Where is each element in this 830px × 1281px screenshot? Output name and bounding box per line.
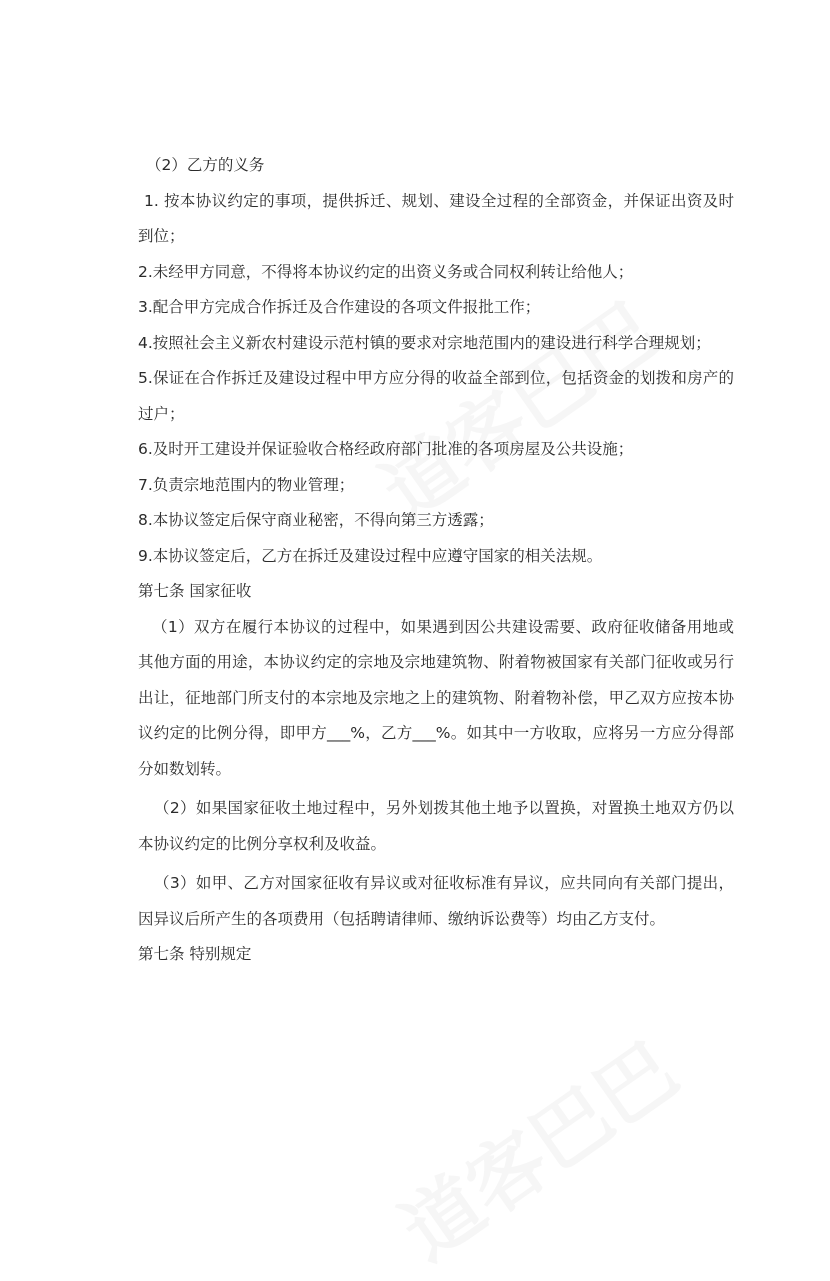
obligation-item: 5.保证在合作拆迁及建设过程中甲方应分得的收益全部到位，包括资金的划拨和房产的过户； (138, 369, 734, 423)
obligation-item: 4.按照社会主义新农村建设示范村镇的要求对宗地范围内的建设进行科学合理规划； (138, 333, 711, 352)
expropriation-clause: （3）如甲、乙方对国家征收有异议或对征收标准有异议，应共同向有关部门提出，因异议后所产生的各项费用（包括聘请律师、缴纳诉讼费等）均由乙方支付。 (138, 874, 734, 928)
obligation-item: 7.负责宗地范围内的物业管理； (138, 475, 355, 494)
article-heading-expropriation: 第七条 国家征收 (138, 582, 252, 600)
obligation-item: 8.本协议签定后保守商业秘密，不得向第三方透露； (138, 511, 494, 529)
obligation-item: 6.及时开工建设并保证验收合格经政府部门批准的各项房屋及公共设施； (138, 440, 634, 458)
expropriation-clause: （2）如果国家征收土地过程中，另外划拨其他土地予以置换，对置换土地双方仍以本协议约定的比例分享权利及收益。 (138, 799, 734, 853)
obligation-item: 2.未经甲方同意，不得将本协议约定的出资义务或合同权利转让给他人； (138, 262, 634, 281)
document-body (138, 148, 734, 973)
expropriation-clause: （1）双方在履行本协议的过程中，如果遇到因公共建设需要、政府征收储备用地或其他方面的用途，本协议约定的宗地及宗地建筑物、附着物被国家有关部门征收或另行出让，征地部门所支付的本宗地及宗地之上的建筑物、附着物补偿，甲乙双方应按本协议约定的比例分得，即甲方___%，乙方___%。如其中一方收取，应将另一方应分得部分如数划转。 (138, 617, 734, 778)
obligation-item: 3.配合甲方完成合作拆迁及合作建设的各项文件报批工作； (138, 298, 541, 316)
article-heading-special: 第七条 特别规定 (138, 945, 252, 963)
section-heading-obligations: （2）乙方的义务 (146, 156, 265, 174)
obligation-item: 9.本协议签定后，乙方在拆迁及建设过程中应遵守国家的相关法规。 (138, 546, 603, 565)
watermark (376, 1011, 696, 1281)
obligation-item: 1. 按本协议约定的事项，提供拆迁、规划、建设全过程的全部资金，并保证出资及时到位； (138, 191, 734, 245)
